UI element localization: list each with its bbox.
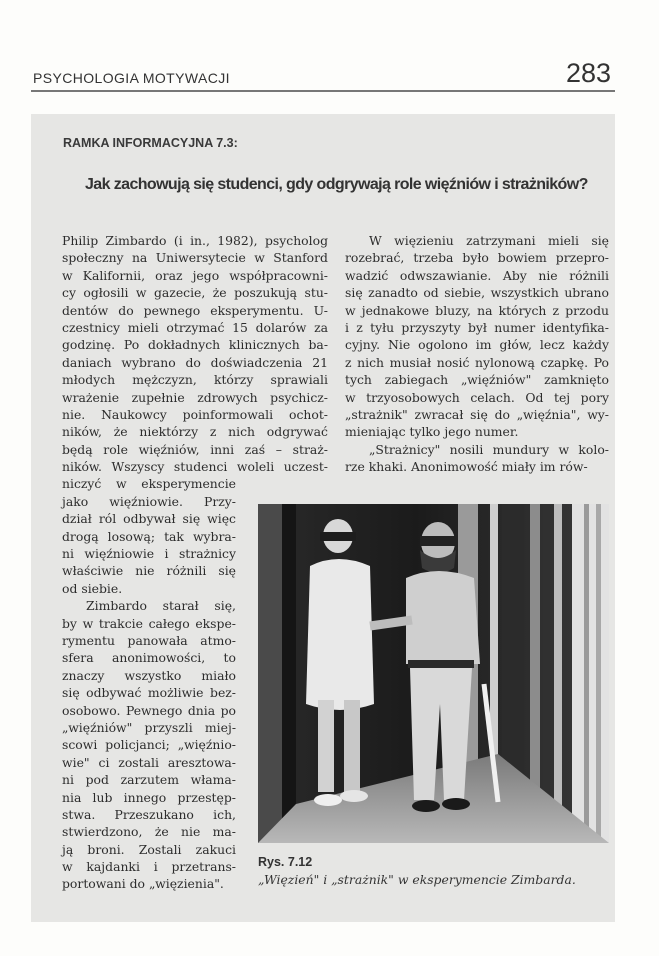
- text-line: wadzić odwszawianie. Aby nie różnili: [345, 267, 609, 283]
- text-line: się zanadto od siebie, wszystkich ubrano: [345, 285, 609, 301]
- text-line: znaczy wszystko miało: [62, 667, 236, 683]
- text-line: godzinę. Po dokładnych klinicznych ba-: [62, 337, 328, 353]
- text-line: W więzieniu zatrzymani mieli się: [369, 233, 609, 248]
- text-line: mieniając tylko jego numer.: [345, 424, 519, 440]
- text-line: społeczny na Uniwersytecie w Stanford: [62, 250, 328, 266]
- info-box-label: RAMKA INFORMACYJNA 7.3:: [63, 136, 238, 150]
- photo-illustration: [258, 504, 609, 843]
- text-line: rze khaki. Anonimowość miały im rów-: [345, 459, 588, 475]
- text-line: ni więźniowie i strażnicy: [62, 546, 236, 562]
- info-box-heading: Jak zachowują się studenci, gdy odgrywają role więźniów i strażników?: [85, 176, 588, 193]
- header-divider: [31, 90, 615, 92]
- text-line: ników. Wszyscy studenci woleli uczest-: [62, 459, 328, 475]
- running-header-title: PSYCHOLOGIA MOTYWACJI: [33, 70, 230, 86]
- text-line: rozebrać, trzeba było bowiem przepro-: [345, 250, 609, 266]
- text-line: Philip Zimbardo (i in., 1982), psycholog: [62, 233, 328, 248]
- text-line: w trzyosobowych celach. Od tej pory: [345, 389, 609, 405]
- text-line: w jednakowe bluzy, na których z przodu: [345, 302, 609, 318]
- text-line: „więźniów" przyszli miej-: [62, 719, 236, 735]
- text-line: tych zabiegach „więźniów" zamknięto: [345, 372, 609, 388]
- text-line: by w trakcie całego ekspe-: [62, 615, 236, 631]
- text-line: cy ogłosili w gazecie, że poszukują stu-: [62, 285, 328, 301]
- text-line: wie" ci zostali aresztowa-: [62, 754, 236, 770]
- text-line: rymentu panowała atmo-: [62, 632, 236, 648]
- text-line: daniach wybrano do doświadczenia 21: [62, 354, 328, 370]
- right-text-column: [345, 232, 609, 475]
- text-line: ni pod zarzutem włama-: [62, 772, 236, 788]
- text-line: stwierdzono, że nie ma-: [62, 824, 236, 840]
- text-line: ją broni. Zostali zakuci: [62, 841, 236, 857]
- text-line: „Strażnicy" nosili mundury w kolo-: [369, 441, 609, 457]
- text-line: w Kalifornii, oraz jego współpracowni-: [62, 267, 328, 283]
- text-line: właściwie nie różnili się: [62, 563, 236, 579]
- text-line: stwa. Przeszukano ich,: [62, 806, 236, 822]
- figure-caption: „Więzień" i „strażnik" w eksperymencie Zimbarda.: [258, 872, 576, 887]
- text-line: Zimbardo starał się,: [86, 598, 236, 614]
- text-line: dentów do pewnego eksperymentu. U-: [62, 302, 328, 318]
- page-number: 283: [566, 58, 612, 88]
- text-line: drogą losową; tak wybra-: [62, 528, 236, 544]
- text-line: nie. Naukowcy poinformowali ochot-: [62, 406, 328, 422]
- text-line: młodych mężczyzn, którzy sprawiali: [62, 372, 328, 388]
- text-line: nia lub innego przestęp-: [62, 789, 236, 805]
- prison-experiment-photo: [258, 504, 609, 843]
- text-line: portowani do „więzienia".: [62, 876, 224, 892]
- text-line: cyjny. Nie ogolono im głów, lecz każdy: [345, 337, 609, 353]
- text-line: będą role więźniów, inni zaś – straż-: [62, 441, 328, 457]
- text-line: sfera anonimowości, to: [62, 650, 236, 666]
- text-line: wrażenie zupełnie zdrowych psychicz-: [62, 389, 328, 405]
- text-line: niczyć w eksperymencie: [62, 476, 236, 492]
- text-line: jako więźniowie. Przy-: [62, 493, 236, 509]
- text-line: od siebie.: [62, 580, 123, 596]
- text-line: i z tyłu przyszyty był numer identyfika-: [345, 319, 609, 335]
- text-line: z nich musiał nosić nylonową czapkę. Po: [345, 354, 609, 370]
- figure-label: Rys. 7.12: [258, 855, 313, 869]
- text-line: czestnicy mieli otrzymać 15 dolarów za: [62, 319, 328, 335]
- text-line: osobowo. Pewnego dnia po: [62, 702, 236, 718]
- text-line: ników, że niektórzy z nich odgrywać: [62, 424, 328, 440]
- text-line: się odbywać możliwie bez-: [62, 685, 236, 701]
- text-line: w kajdanki i przetrans-: [62, 859, 236, 875]
- text-line: „strażnik" zwracał się do „więźnia", wy-: [345, 406, 609, 422]
- text-line: dział ról odbywał się więc: [62, 511, 236, 527]
- text-line: scowi policjanci; „więźnio-: [62, 737, 236, 753]
